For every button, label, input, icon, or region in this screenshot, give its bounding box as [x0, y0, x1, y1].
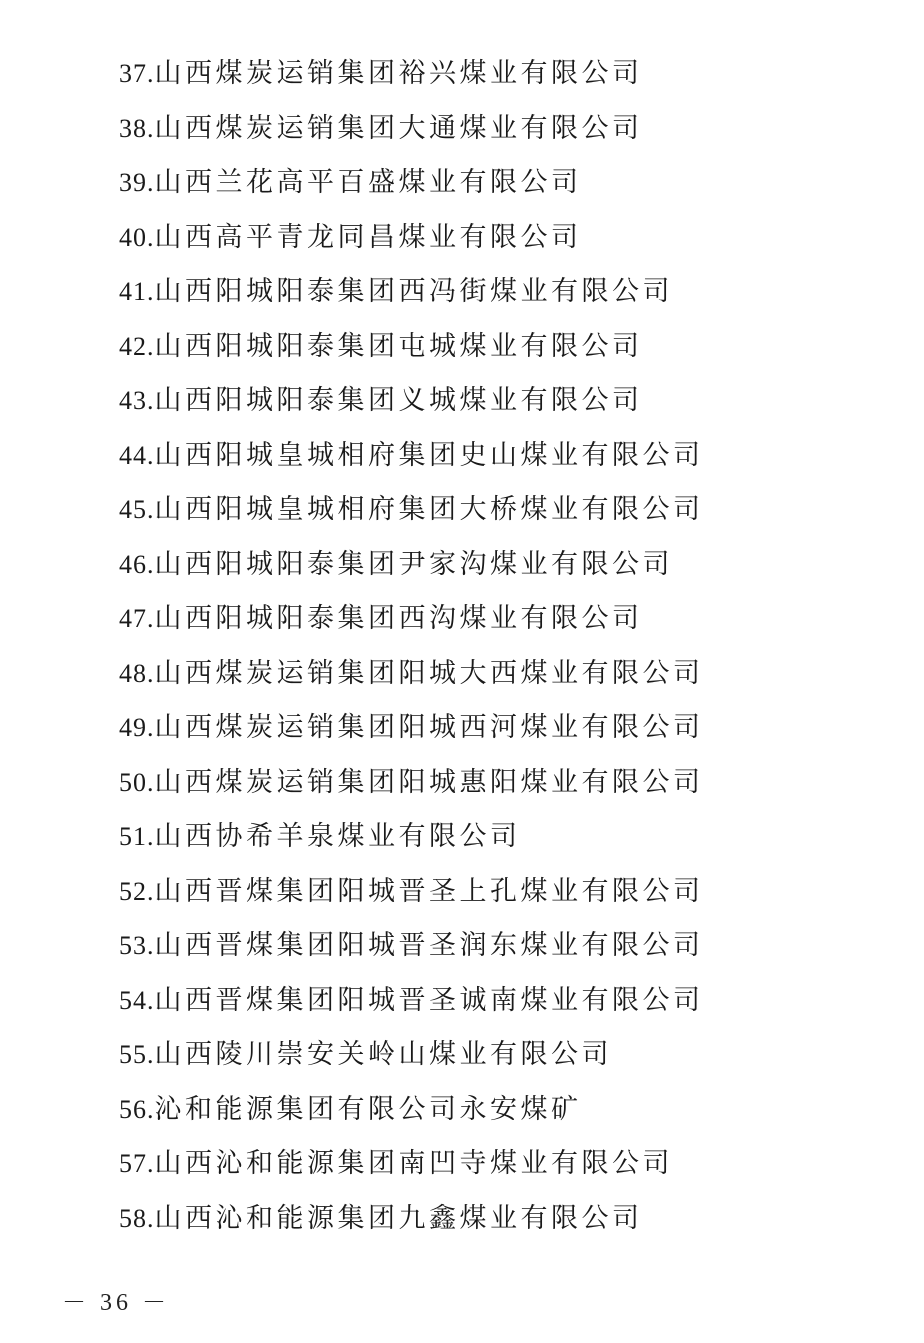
list-item: [119, 216, 704, 271]
list-item: [119, 1197, 704, 1252]
item-number: 47.: [119, 604, 155, 633]
company-name: 山西阳城阳泰集团屯城煤业有限公司: [154, 330, 643, 362]
item-number: 39.: [119, 168, 155, 197]
list-item: [119, 924, 704, 979]
list-item: [119, 379, 704, 434]
company-name: 山西阳城皇城相府集团史山煤业有限公司: [154, 439, 704, 471]
company-name: 山西兰花高平百盛煤业有限公司: [154, 167, 582, 198]
company-name: 山西煤炭运销集团阳城大西煤业有限公司: [154, 657, 704, 689]
company-name: 山西晋煤集团阳城晋圣润东煤业有限公司: [154, 930, 704, 961]
list-item: [119, 107, 704, 162]
list-item: [119, 761, 704, 816]
list-item: [119, 1142, 704, 1197]
item-number: 38.: [119, 113, 155, 143]
list-item: [119, 597, 704, 652]
company-name: 山西协希羊泉煤业有限公司: [154, 821, 521, 852]
list-item: [119, 652, 704, 707]
company-name: 山西煤炭运销集团大通煤业有限公司: [154, 112, 643, 144]
company-list: [119, 52, 704, 1251]
item-number: 58.: [119, 1203, 155, 1233]
item-number: 56.: [119, 1094, 155, 1124]
item-number: 37.: [119, 59, 155, 88]
list-item: [119, 1088, 704, 1143]
item-number: 54.: [119, 985, 155, 1015]
company-name: 山西煤炭运销集团阳城惠阳煤业有限公司: [154, 766, 704, 798]
item-number: 46.: [119, 549, 155, 579]
item-number: 52.: [119, 876, 155, 906]
list-item: [119, 161, 704, 216]
list-item: [119, 870, 704, 925]
list-item: [119, 488, 704, 543]
item-number: 42.: [119, 331, 155, 361]
company-name: 山西晋煤集团阳城晋圣诚南煤业有限公司: [154, 984, 704, 1016]
company-name: 山西沁和能源集团南凹寺煤业有限公司: [154, 1148, 673, 1179]
page-number: － 36 －: [62, 1290, 170, 1316]
item-number: 40.: [119, 222, 155, 252]
item-number: 49.: [119, 713, 155, 742]
company-name: 山西晋煤集团阳城晋圣上孔煤业有限公司: [154, 875, 704, 907]
company-name: 山西高平青龙同昌煤业有限公司: [154, 221, 582, 253]
list-item: [119, 543, 704, 598]
item-number: 48.: [119, 658, 155, 688]
company-name: 山西阳城阳泰集团西冯街煤业有限公司: [154, 276, 673, 307]
company-name: 山西阳城皇城相府集团大桥煤业有限公司: [154, 494, 704, 525]
item-number: 50.: [119, 767, 155, 797]
list-item: [119, 52, 704, 107]
list-item: [119, 1033, 704, 1088]
company-name: 沁和能源集团有限公司永安煤矿: [154, 1093, 582, 1125]
company-name: 山西煤炭运销集团裕兴煤业有限公司: [154, 58, 643, 89]
item-number: 41.: [119, 277, 155, 306]
item-number: 44.: [119, 440, 155, 470]
company-name: 山西阳城阳泰集团义城煤业有限公司: [154, 385, 643, 416]
item-number: 45.: [119, 495, 155, 524]
item-number: 57.: [119, 1149, 155, 1178]
item-number: 53.: [119, 931, 155, 960]
company-name: 山西沁和能源集团九鑫煤业有限公司: [154, 1202, 643, 1234]
list-item: [119, 815, 704, 870]
item-number: 51.: [119, 822, 155, 851]
company-name: 山西陵川崇安关岭山煤业有限公司: [154, 1039, 612, 1070]
company-name: 山西阳城阳泰集团尹家沟煤业有限公司: [154, 548, 673, 580]
list-item: [119, 325, 704, 380]
list-item: [119, 979, 704, 1034]
list-item: [119, 706, 704, 761]
list-item: [119, 270, 704, 325]
list-item: [119, 434, 704, 489]
company-name: 山西煤炭运销集团阳城西河煤业有限公司: [154, 712, 704, 743]
company-name: 山西阳城阳泰集团西沟煤业有限公司: [154, 603, 643, 634]
item-number: 43.: [119, 386, 155, 415]
item-number: 55.: [119, 1040, 155, 1069]
